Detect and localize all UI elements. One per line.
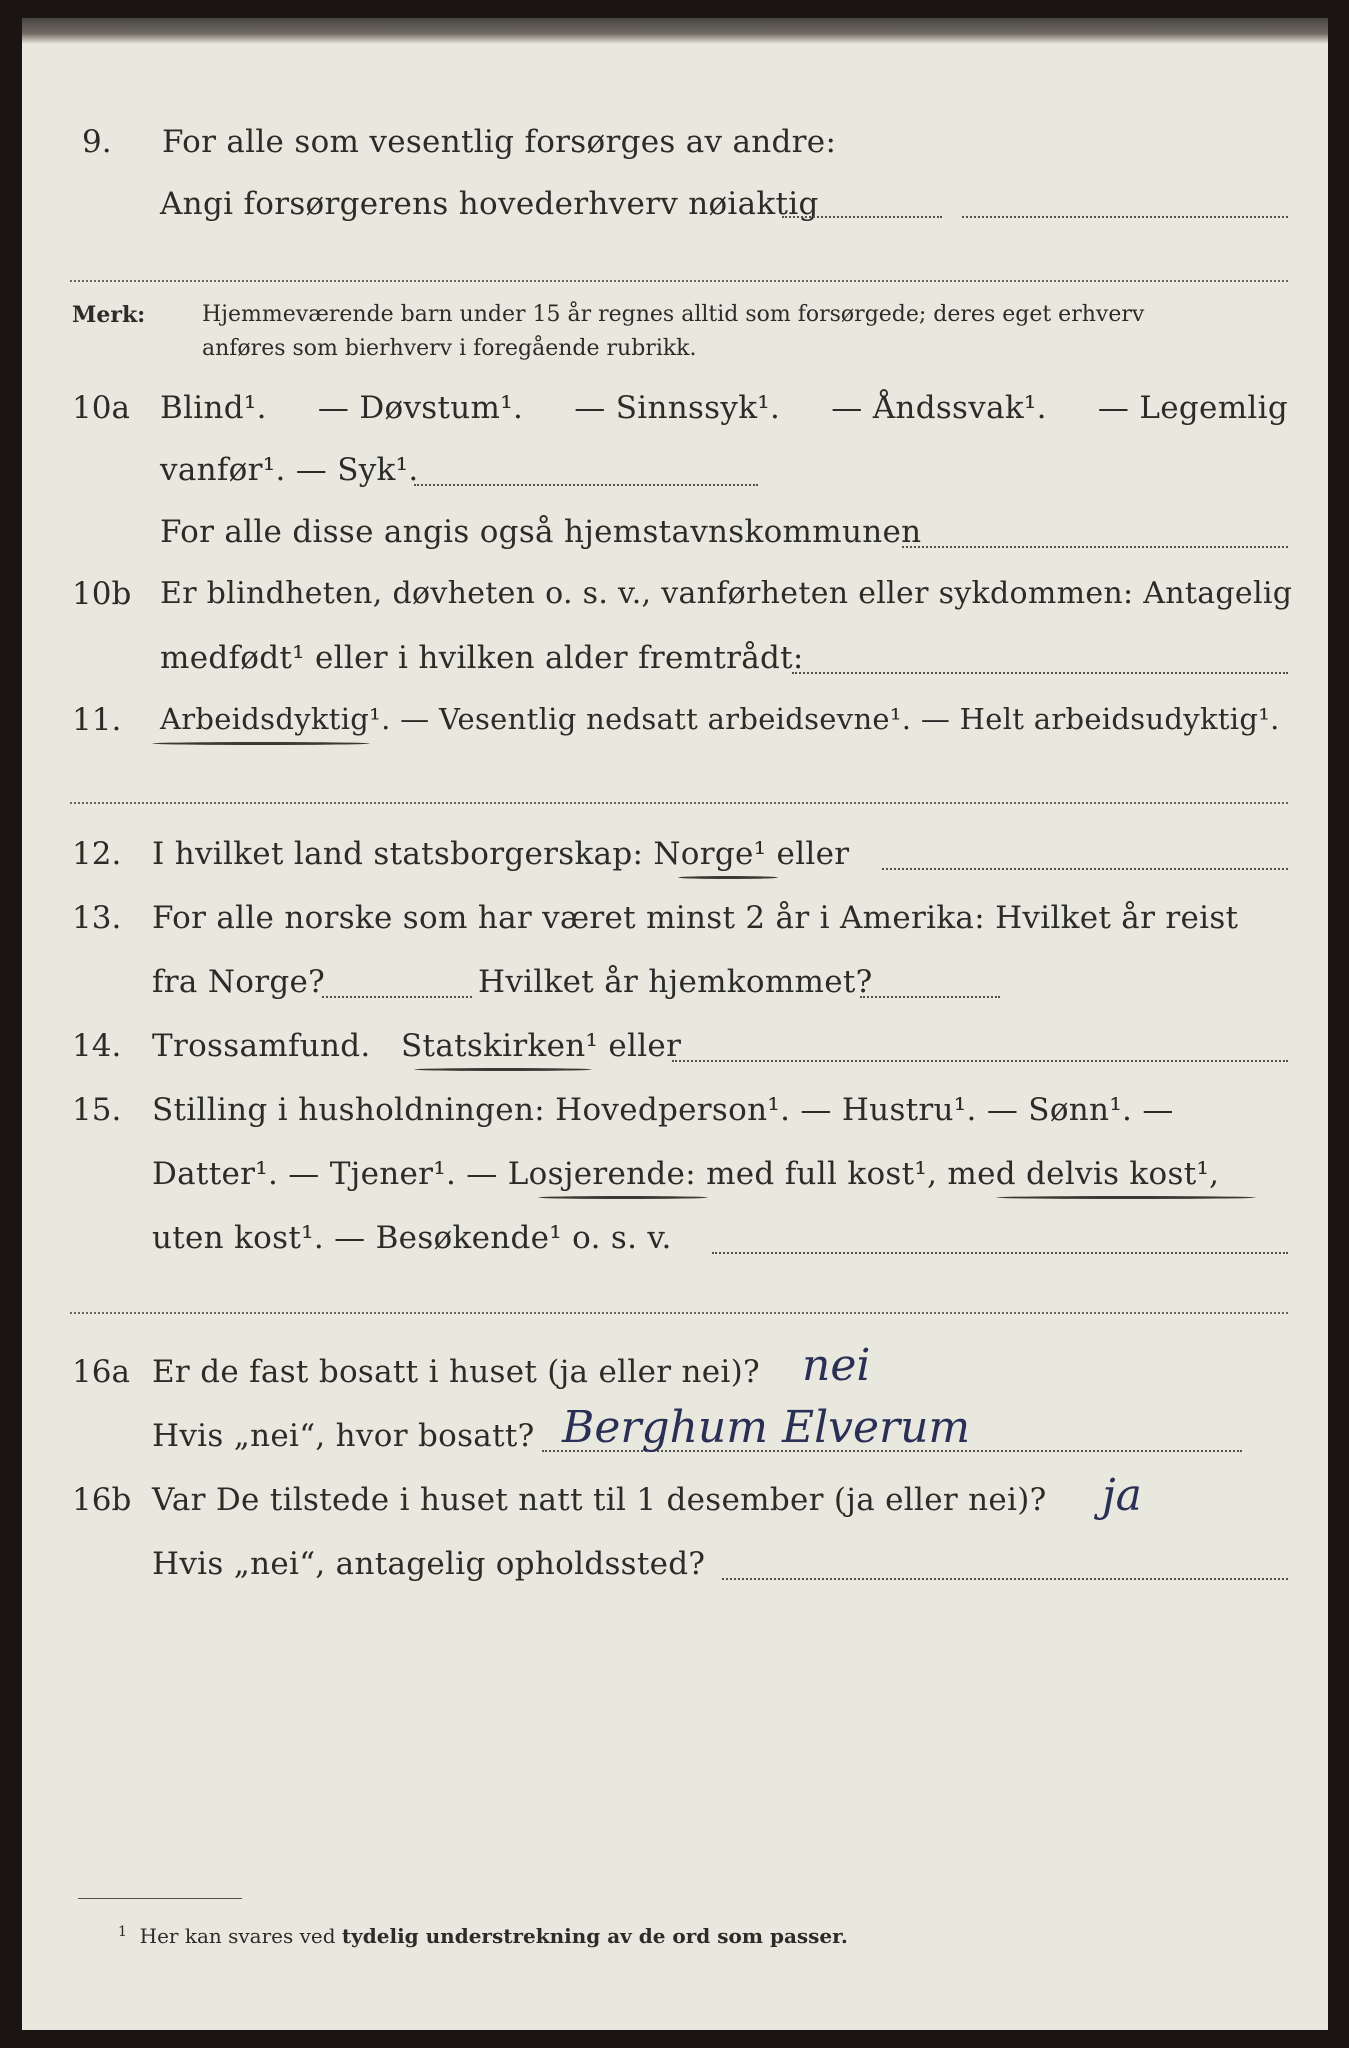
- merk-line2: anføres som bierhverv i foregående rubrikk.: [202, 336, 697, 361]
- q16a-handwritten-answer: nei: [802, 1340, 871, 1391]
- separator: [70, 280, 1288, 282]
- q10a-legemlig: — Legemlig: [1097, 390, 1288, 426]
- q16b-line2: Hvis „nei“, antagelig opholdssted?: [152, 1546, 706, 1582]
- q12-fill-line: [882, 868, 1288, 870]
- q9-line1: For alle som vesentlig forsørges av andre:: [162, 124, 837, 160]
- q13-number: 13.: [72, 900, 122, 936]
- footnote-mark: 1: [118, 1924, 127, 1940]
- q11-number: 11.: [72, 702, 122, 738]
- q10b-number: 10b: [72, 576, 132, 612]
- q9-line2: Angi forsørgerens hovederhverv nøiaktig: [160, 186, 819, 222]
- q9-fill-line: [782, 216, 942, 218]
- q10b-line2: medfødt¹ eller i hvilken alder fremtrådt:: [160, 640, 804, 676]
- q16b-fill-line: [722, 1578, 1288, 1580]
- footnote: [118, 1924, 848, 1948]
- q16b-handwritten-answer: ja: [1102, 1470, 1142, 1521]
- scan-top-edge: [22, 18, 1328, 44]
- q16a-handwritten-residence: Berghum Elverum: [562, 1402, 971, 1453]
- q15-number: 15.: [72, 1092, 122, 1128]
- q10a-line2: vanfør¹. — Syk¹.: [160, 452, 419, 488]
- q12-number: 12.: [72, 836, 122, 872]
- q13-fill-line: [322, 996, 472, 998]
- q10b-line1: Er blindheten, døvheten o. s. v., vanførheten eller sykdommen: Antagelig: [160, 576, 1293, 611]
- q10a-line1: [160, 390, 1288, 426]
- census-form-page: [22, 18, 1328, 2030]
- q15-underline-mark-2: [996, 1196, 1256, 1199]
- separator: [70, 1312, 1288, 1314]
- q15-fill-line: [712, 1252, 1288, 1254]
- q16b-line1: Var De tilstede i huset natt til 1 desember (ja eller nei)?: [152, 1482, 1047, 1518]
- q14-underline-mark: [414, 1068, 592, 1071]
- q15-line1: Stilling i husholdningen: Hovedperson¹. — Hustru¹. — Sønn¹. —: [152, 1092, 1174, 1128]
- q14-number: 14.: [72, 1028, 122, 1064]
- q12-underline-mark: [678, 876, 778, 879]
- q10a-blind: Blind¹.: [160, 390, 267, 426]
- q13-line2b: Hvilket år hjemkommet?: [478, 964, 873, 1000]
- q9-fill-line-2: [962, 216, 1288, 218]
- q10a-fill-line-2: [902, 546, 1288, 548]
- q10a-sinnssyk: — Sinnssyk¹.: [574, 390, 781, 426]
- q15-line3: uten kost¹. — Besøkende¹ o. s. v.: [152, 1220, 672, 1256]
- q14-fill-line: [672, 1060, 1288, 1062]
- separator: [70, 802, 1288, 804]
- q10a-andssvak: — Åndssvak¹.: [831, 390, 1047, 426]
- q14-line: Trossamfund. Statskirken¹ eller: [152, 1028, 682, 1064]
- q10b-fill-line: [792, 672, 1288, 674]
- q15-underline-mark: [538, 1196, 708, 1199]
- q13-fill-line-2: [860, 996, 1000, 998]
- q12-line: I hvilket land statsborgerskap: Norge¹ eller: [152, 836, 850, 872]
- q16a-line2: Hvis „nei“, hvor bosatt?: [152, 1418, 535, 1454]
- q13-line1: For alle norske som har været minst 2 år i Amerika: Hvilket år reist: [152, 900, 1239, 936]
- q16a-number: 16a: [72, 1354, 130, 1390]
- q11-underline-mark: [152, 742, 370, 745]
- q9-number: 9.: [82, 124, 112, 160]
- q13-line2a: fra Norge?: [152, 964, 326, 1000]
- q11-line: Arbeidsdyktig¹. — Vesentlig nedsatt arbeidsevne¹. — Helt arbeidsudyktig¹.: [160, 702, 1280, 736]
- footnote-bold-text: tydelig understrekning av de ord som passer.: [341, 1924, 848, 1948]
- footnote-text: Her kan svares ved: [139, 1924, 336, 1948]
- q16a-line1: Er de fast bosatt i huset (ja eller nei)?: [152, 1354, 760, 1390]
- q15-line2: Datter¹. — Tjener¹. — Losjerende: med full kost¹, med delvis kost¹,: [152, 1156, 1220, 1192]
- merk-line1: Hjemmeværende barn under 15 år regnes alltid som forsørgede; deres eget erhverv: [202, 302, 1145, 327]
- q10a-dovstum: — Døvstum¹.: [317, 390, 524, 426]
- q16b-number: 16b: [72, 1482, 132, 1518]
- q10a-fill-line: [414, 484, 758, 486]
- q10a-number: 10a: [72, 390, 130, 426]
- merk-label: Merk:: [72, 302, 146, 328]
- q10a-line3: For alle disse angis også hjemstavnskommunen: [160, 514, 922, 550]
- footnote-rule: [78, 1898, 242, 1899]
